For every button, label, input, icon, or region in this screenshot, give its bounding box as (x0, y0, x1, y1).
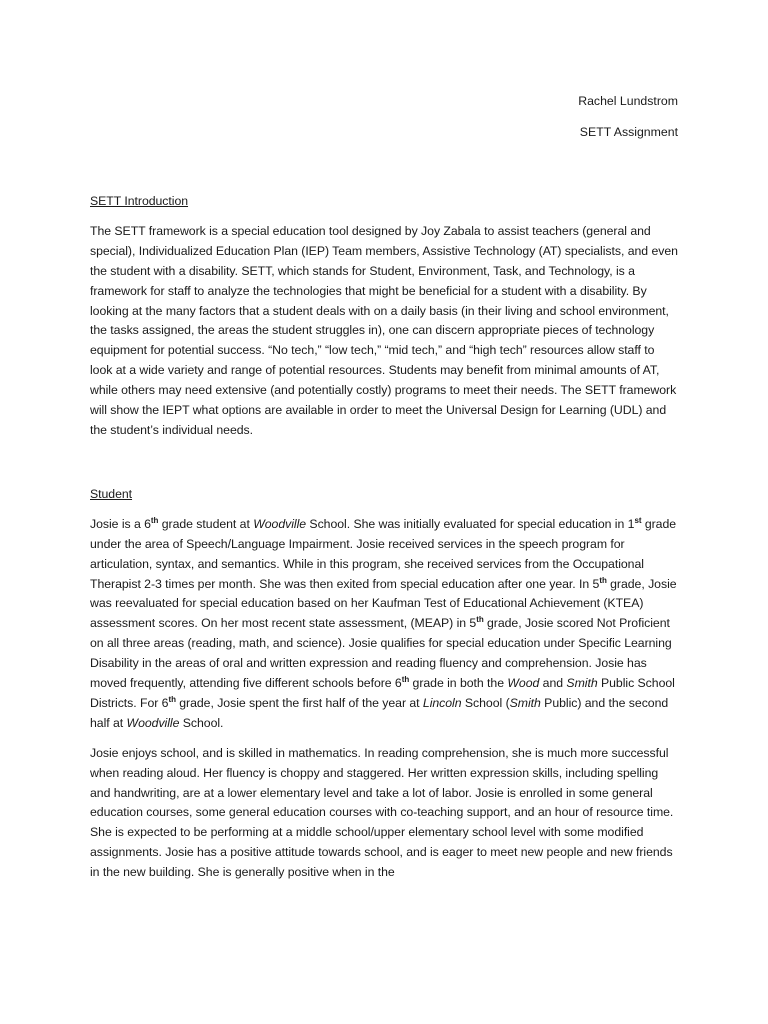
document-body (90, 192, 680, 883)
student-heading: Student (90, 486, 133, 501)
assignment-title: SETT Assignment (579, 125, 678, 139)
author-name: Rachel Lundstrom (578, 94, 678, 108)
student-paragraph-2: Josie enjoys school, and is skilled in mathematics. In reading comprehension, she is much more successful when reading aloud. Her fluency is choppy and staggered. Her written expression skills, including spelling and handwriting, are at a lower elementary level and take a lot of labor. Josie is enrolled in some general education courses, some general education courses with co-teaching support, and an hour of resource time. She is expected to be performing at a middle school/upper elementary school level with some modified assignments. Josie has a positive attitude towards school, and is eager to meet new people and new friends in the new building. She is generally positive when in the (90, 745, 674, 880)
intro-paragraph: The SETT framework is a special education tool designed by Joy Zabala to assist teachers (general and special), Individualized Education Plan (IEP) Team members, Assistive Technology (AT) specialists, and even the student with a disability. SETT, which stands for Student, Environment, Task, and Technology, is a framework for staff to analyze the technologies that might be beneficial for a student with a disability. By looking at the many factors that a student deals with on a daily basis (in their living and school environment, the tasks assigned, the areas the student struggles in), one can discern appropriate pieces of technology equipment for potential success. “No tech,” “low tech,” “mid tech,” and “high tech” resources allow staff to look at a wide variety and range of potential resources. Students may benefit from minimal amounts of AT, while others may need extensive (and potentially costly) programs to meet their needs. The SETT framework will show the IEPT what options are available in order to meet the Universal Design for Learning (UDL) and the student’s individual needs. (90, 223, 678, 437)
document-header (578, 93, 678, 140)
intro-heading: SETT Introduction (90, 194, 189, 208)
student-paragraph-1: Josie is a 6th grade student at Woodville School. She was initially evaluated for special education in 1st grade under the area of Speech/Language Impairment. Josie received services in the speech program for articulation, syntax, and semantics. While in this program, she received services from the Occupational Therapist 2-3 times per month. She was then exited from special education after one year. In 5th grade, Josie was reevaluated for special education based on her Kaufman Test of Educational Achievement (KTEA) assessment scores. On her most recent state assessment, (MEAP) in 5th grade, Josie scored Not Proficient on all three areas (reading, math, and science). Josie qualifies for special education under Specific Learning Disability in the areas of oral and written expression and reading fluency and comprehension. Josie has moved frequently, attending five different schools before 6th grade in both the Wood and Smith Public School Districts. For 6th grade, Josie spent the first half of the year at Lincoln School (Smith Public) and the second half at Woodville School. (90, 515, 677, 730)
